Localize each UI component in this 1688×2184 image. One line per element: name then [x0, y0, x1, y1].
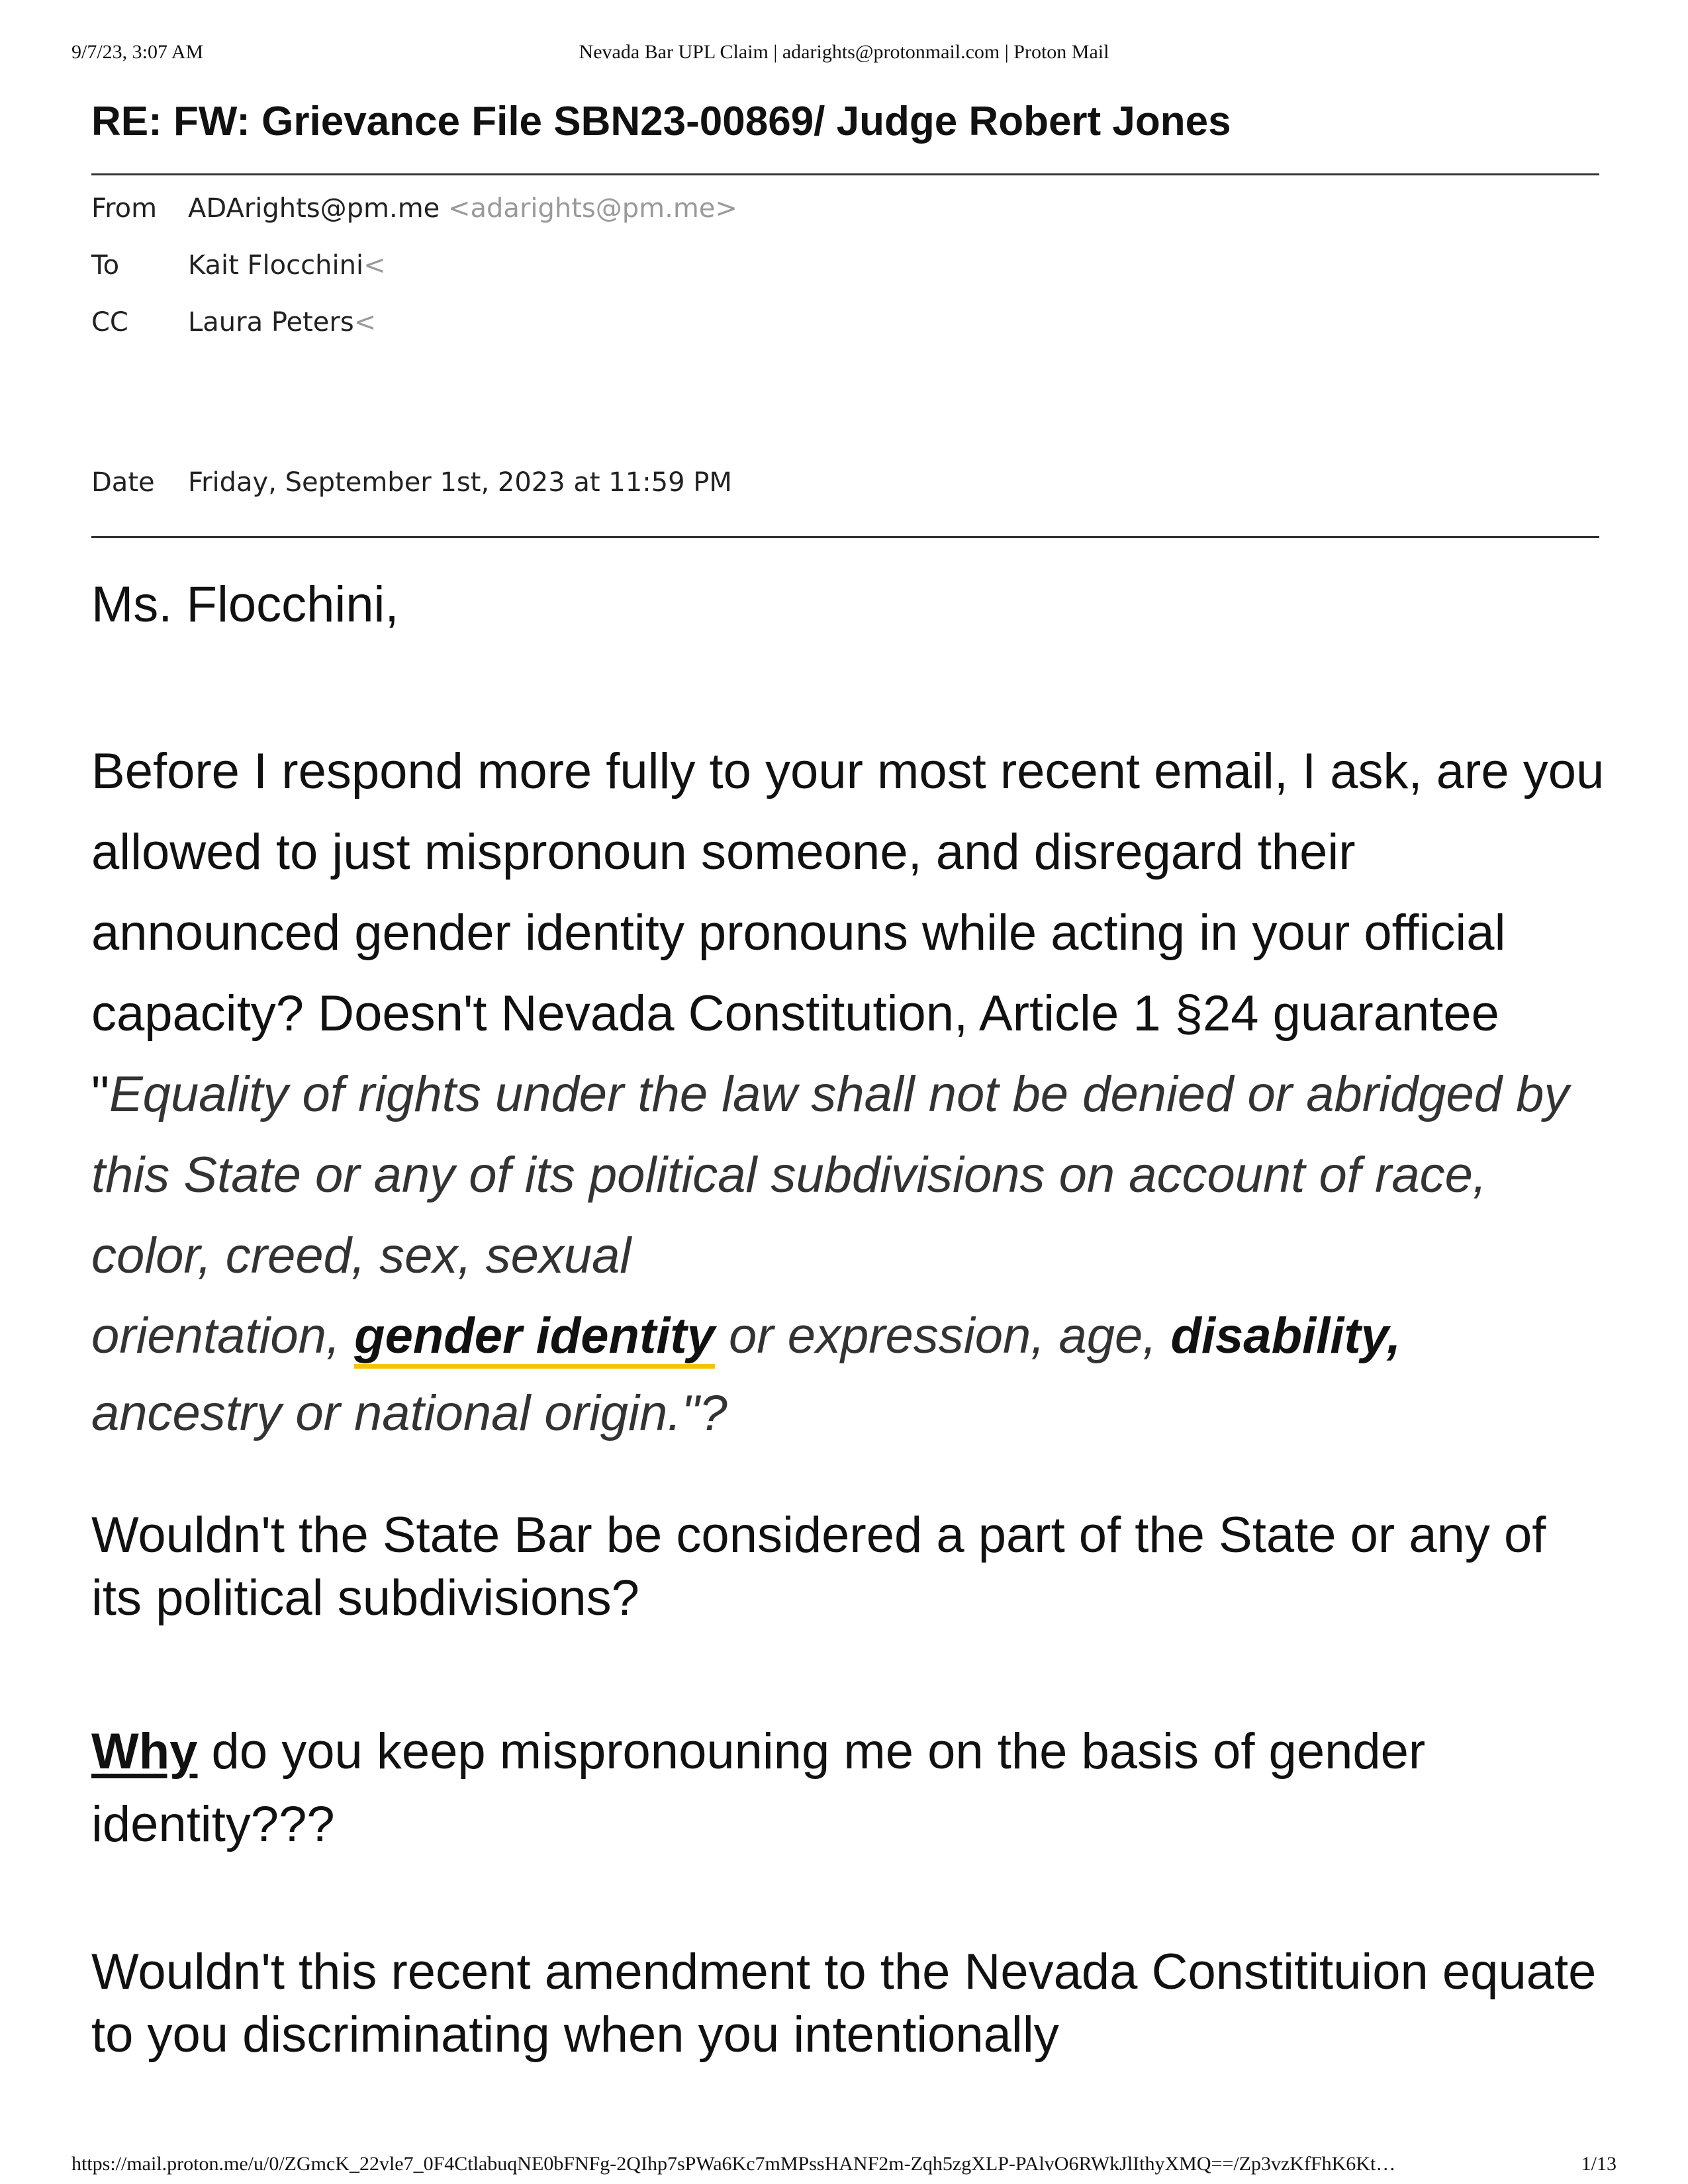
print-footer — [71, 2153, 1617, 2177]
email-greeting: Ms. Flocchini, — [91, 576, 399, 633]
email-paragraph-2: Wouldn't the State Bar be considered a part of the State or any of its political subdivisions? — [91, 1507, 1546, 1626]
why-emphasis: Why — [91, 1723, 198, 1780]
header-divider-bottom — [91, 536, 1599, 538]
print-page-title: Nevada Bar UPL Claim | adarights@protonmail.com | Proton Mail — [579, 41, 1109, 63]
paragraph-1-text: Before I respond more fully to your most recent email, I ask, are you allowed to just mispronoun someone, and disregard their announced gender identity pronouns while acting in your official capacity? Doesn't Nevada Constitution, Article 1 §24 guarantee " — [91, 743, 1605, 1122]
cc-label: CC — [91, 307, 128, 338]
constitution-quote-line — [91, 1302, 1607, 1371]
gender-identity-highlight: gender identity — [354, 1308, 715, 1369]
to-name[interactable]: Kait Flocchini — [188, 250, 364, 281]
constitution-quote-part-a: Equality of rights under the law shall not be denied or abridged by this State or any of its political subdivisions on account of race, color, creed, sex, sexual — [91, 1066, 1570, 1284]
print-timestamp: 9/7/23, 3:07 AM — [71, 41, 204, 63]
email-paragraph-4: Wouldn't this recent amendment to the Nevada Constitituion equate to you discriminating when you intentionally — [91, 1944, 1597, 2063]
disability-emphasis: disability, — [1170, 1308, 1401, 1364]
from-name[interactable]: ADArights@pm.me — [188, 193, 440, 224]
to-row — [91, 250, 386, 281]
from-label: From — [91, 193, 158, 224]
date-label: Date — [91, 467, 155, 498]
constitution-quote-part-d: ancestry or national origin."? — [91, 1385, 727, 1441]
paragraph-3-text: do you keep mispronouning me on the basis of gender identity??? — [91, 1723, 1426, 1852]
cc-row — [91, 307, 376, 338]
constitution-quote-part-c: or expression, age, — [714, 1308, 1171, 1364]
email-subject: RE: FW: Grievance File SBN23-00869/ Judge Robert Jones — [91, 99, 1231, 144]
to-label: To — [91, 250, 120, 281]
constitution-quote-part-b: orientation, — [91, 1308, 355, 1364]
date-row — [91, 467, 732, 498]
cc-address[interactable]: < — [353, 307, 377, 338]
print-page-number: 1/13 — [1581, 2153, 1617, 2175]
email-paragraph-3 — [91, 1715, 1607, 1861]
to-address[interactable]: < — [363, 250, 386, 281]
print-url: https://mail.proton.me/u/0/ZGmcK_22vle7_0F4CtlabuqNE0bFNFg-2QIhp7sPWa6Kc7mMPssHANF2m-Zqh5zgXLP-PAlvO6RWkJlIthyXMQ==/Zp3vzKfFhK6Kt… — [71, 2153, 1396, 2175]
print-header — [71, 41, 1617, 68]
from-row — [91, 193, 737, 224]
date-value: Friday, September 1st, 2023 at 11:59 PM — [188, 467, 732, 498]
header-divider-top — [91, 173, 1599, 175]
cc-name[interactable]: Laura Peters — [188, 307, 354, 338]
from-address[interactable]: <adarights@pm.me> — [448, 193, 737, 224]
email-paragraph-1 — [91, 731, 1607, 1457]
